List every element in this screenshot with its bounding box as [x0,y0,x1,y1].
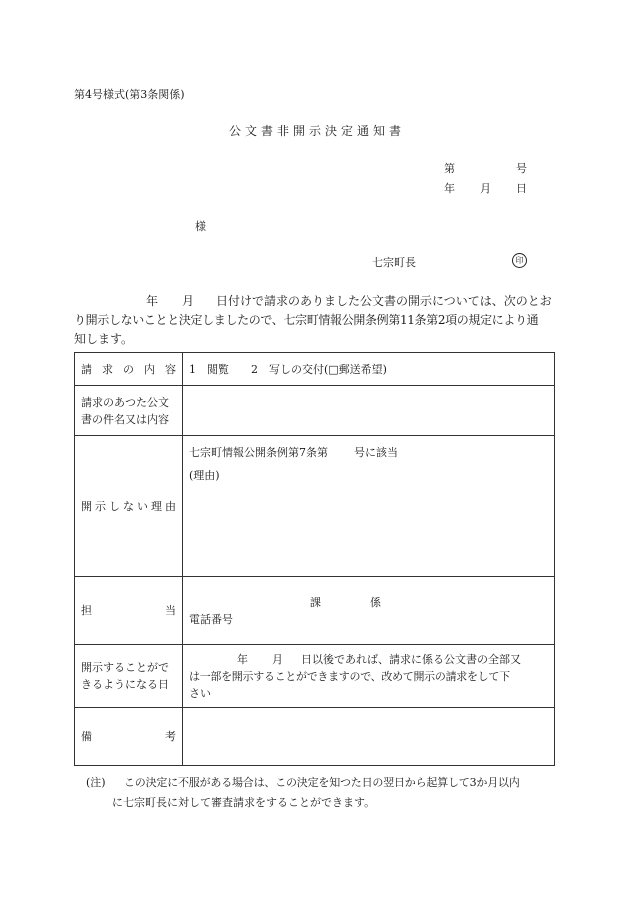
contact-section: 課 [310,595,321,609]
request-label: 請求の内容 [81,362,176,376]
doc-no-prefix: 第 [444,162,455,175]
available-label-cell [75,645,183,708]
remarks-label-cell [75,708,183,766]
issuer-name: 七宗町長 [372,256,416,269]
request-row [75,353,555,386]
available-text-3: さい [189,686,211,700]
seal-icon: 印 [512,253,527,268]
disclosure-form-table [74,352,555,766]
intro-text-1: 日付けで請求のありました公文書の開示については、次のとお [216,294,552,308]
reason-subheading: (理由) [189,469,220,482]
available-row [75,645,555,708]
subject-row [75,386,555,436]
intro-month: 月 [182,294,195,308]
remarks-value [183,708,555,766]
reason-row [75,436,555,577]
available-month: 月 [272,652,283,666]
form-number: 第4号様式(第3条関係) [74,88,185,101]
contact-label: 担当 [81,604,176,617]
available-text-2: は一部を開示することができますので、改めて開示の請求をして下 [189,669,510,683]
available-text-1: 日以後であれば、請求に係る公文書の全部又 [301,652,521,666]
intro-text-2: り開示しないことと決定しましたので、七宗町情報公開条例第11条第2項の規定により通 [74,313,539,327]
page-title: 公文書非開示決定通知書 [228,124,405,138]
contact-row [75,577,555,645]
date-day: 日 [516,182,527,195]
request-options: 1 閲覧 2 写しの交付(□郵送希望) [183,353,555,386]
remarks-row [75,708,555,766]
remarks-label: 備考 [81,730,176,743]
available-year: 年 [237,652,248,666]
reason-label-cell [75,436,183,577]
contact-value [183,577,555,645]
note-line-1: この決定に不服がある場合は、この決定を知つた日の翌日から起算して3か月以内 [124,776,520,789]
available-label-line-2: きるようになる日 [81,678,169,691]
date-month: 月 [480,182,491,195]
reason-article-prefix: 七宗町情報公開条例第7条第 [189,446,328,459]
intro-text-3: 知します。 [74,332,134,346]
contact-unit: 係 [370,595,381,609]
request-label-cell [75,353,183,386]
intro-year: 年 [146,294,159,308]
intro-paragraph [74,292,560,349]
contact-phone: 電話番号 [189,612,233,626]
subject-value [183,386,555,436]
date-year: 年 [444,182,455,195]
subject-label-cell [75,386,183,436]
available-label-line-1: 開示することがで [81,661,169,674]
note-line-2: に七宗町長に対して審査請求をすることができます。 [112,796,376,809]
reason-label: 開示しない理由 [81,499,176,513]
addressee-honorific: 様 [195,220,206,233]
note-marker: (注) [86,776,106,789]
doc-no-suffix: 号 [516,162,527,175]
reason-article-suffix: 号に該当 [354,446,398,459]
contact-label-cell [75,577,183,645]
available-value [183,645,555,708]
subject-label-line-1: 請求のあつた公文 [81,395,169,409]
reason-value [183,436,555,577]
subject-label-line-2: 書の件名又は内容 [81,412,169,426]
